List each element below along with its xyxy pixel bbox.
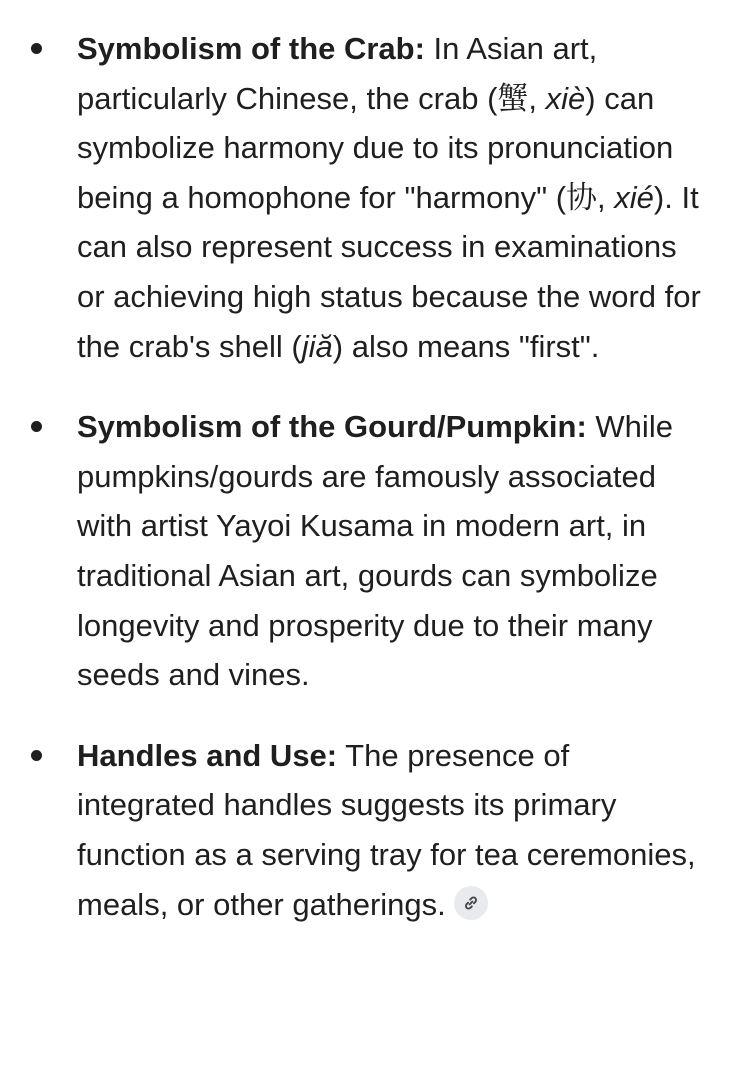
pinyin: jiă	[301, 328, 333, 364]
item-title: Symbolism of the Gourd/Pumpkin:	[77, 409, 587, 445]
item-text: ) also means "first".	[332, 328, 600, 364]
item-title: Symbolism of the Crab:	[77, 31, 425, 66]
item-text: ,	[528, 80, 546, 116]
bullet-list	[0, 24, 739, 929]
list-item-handles	[0, 731, 739, 929]
pinyin: xiè	[545, 80, 586, 116]
pinyin: xié	[614, 179, 654, 215]
item-text: ) can symbolize harmony due to its pronunciation being a homophone for "harmony" (	[77, 80, 674, 215]
bullet-dot	[31, 43, 42, 54]
link-icon	[463, 895, 479, 911]
list-item-gourd	[0, 402, 739, 700]
chinese-character: 蟹	[497, 80, 529, 116]
item-text: In Asian art, particularly Chinese, the crab (	[77, 31, 598, 116]
bullet-dot	[31, 421, 42, 432]
item-text: ). It can also represent success in examinations or achieving high status because the word for the crab's shell (	[77, 179, 701, 364]
item-text: The presence of integrated handles suggests its primary function as a serving tray for tea ceremonies, meals, or other gatherings.	[77, 737, 696, 922]
item-title: Handles and Use:	[77, 737, 338, 773]
list-item-crab	[0, 24, 739, 371]
bullet-dot	[31, 750, 42, 761]
item-text: While pumpkins/gourds are famously associated with artist Yayoi Kusama in modern art, in traditional Asian art, gourds can symbolize longevity and prosperity due to their many seeds and vines.	[77, 409, 673, 693]
response-content	[0, 24, 739, 929]
chinese-character: 协	[566, 179, 598, 215]
item-text: ,	[597, 179, 615, 215]
source-link-button[interactable]	[454, 886, 488, 920]
